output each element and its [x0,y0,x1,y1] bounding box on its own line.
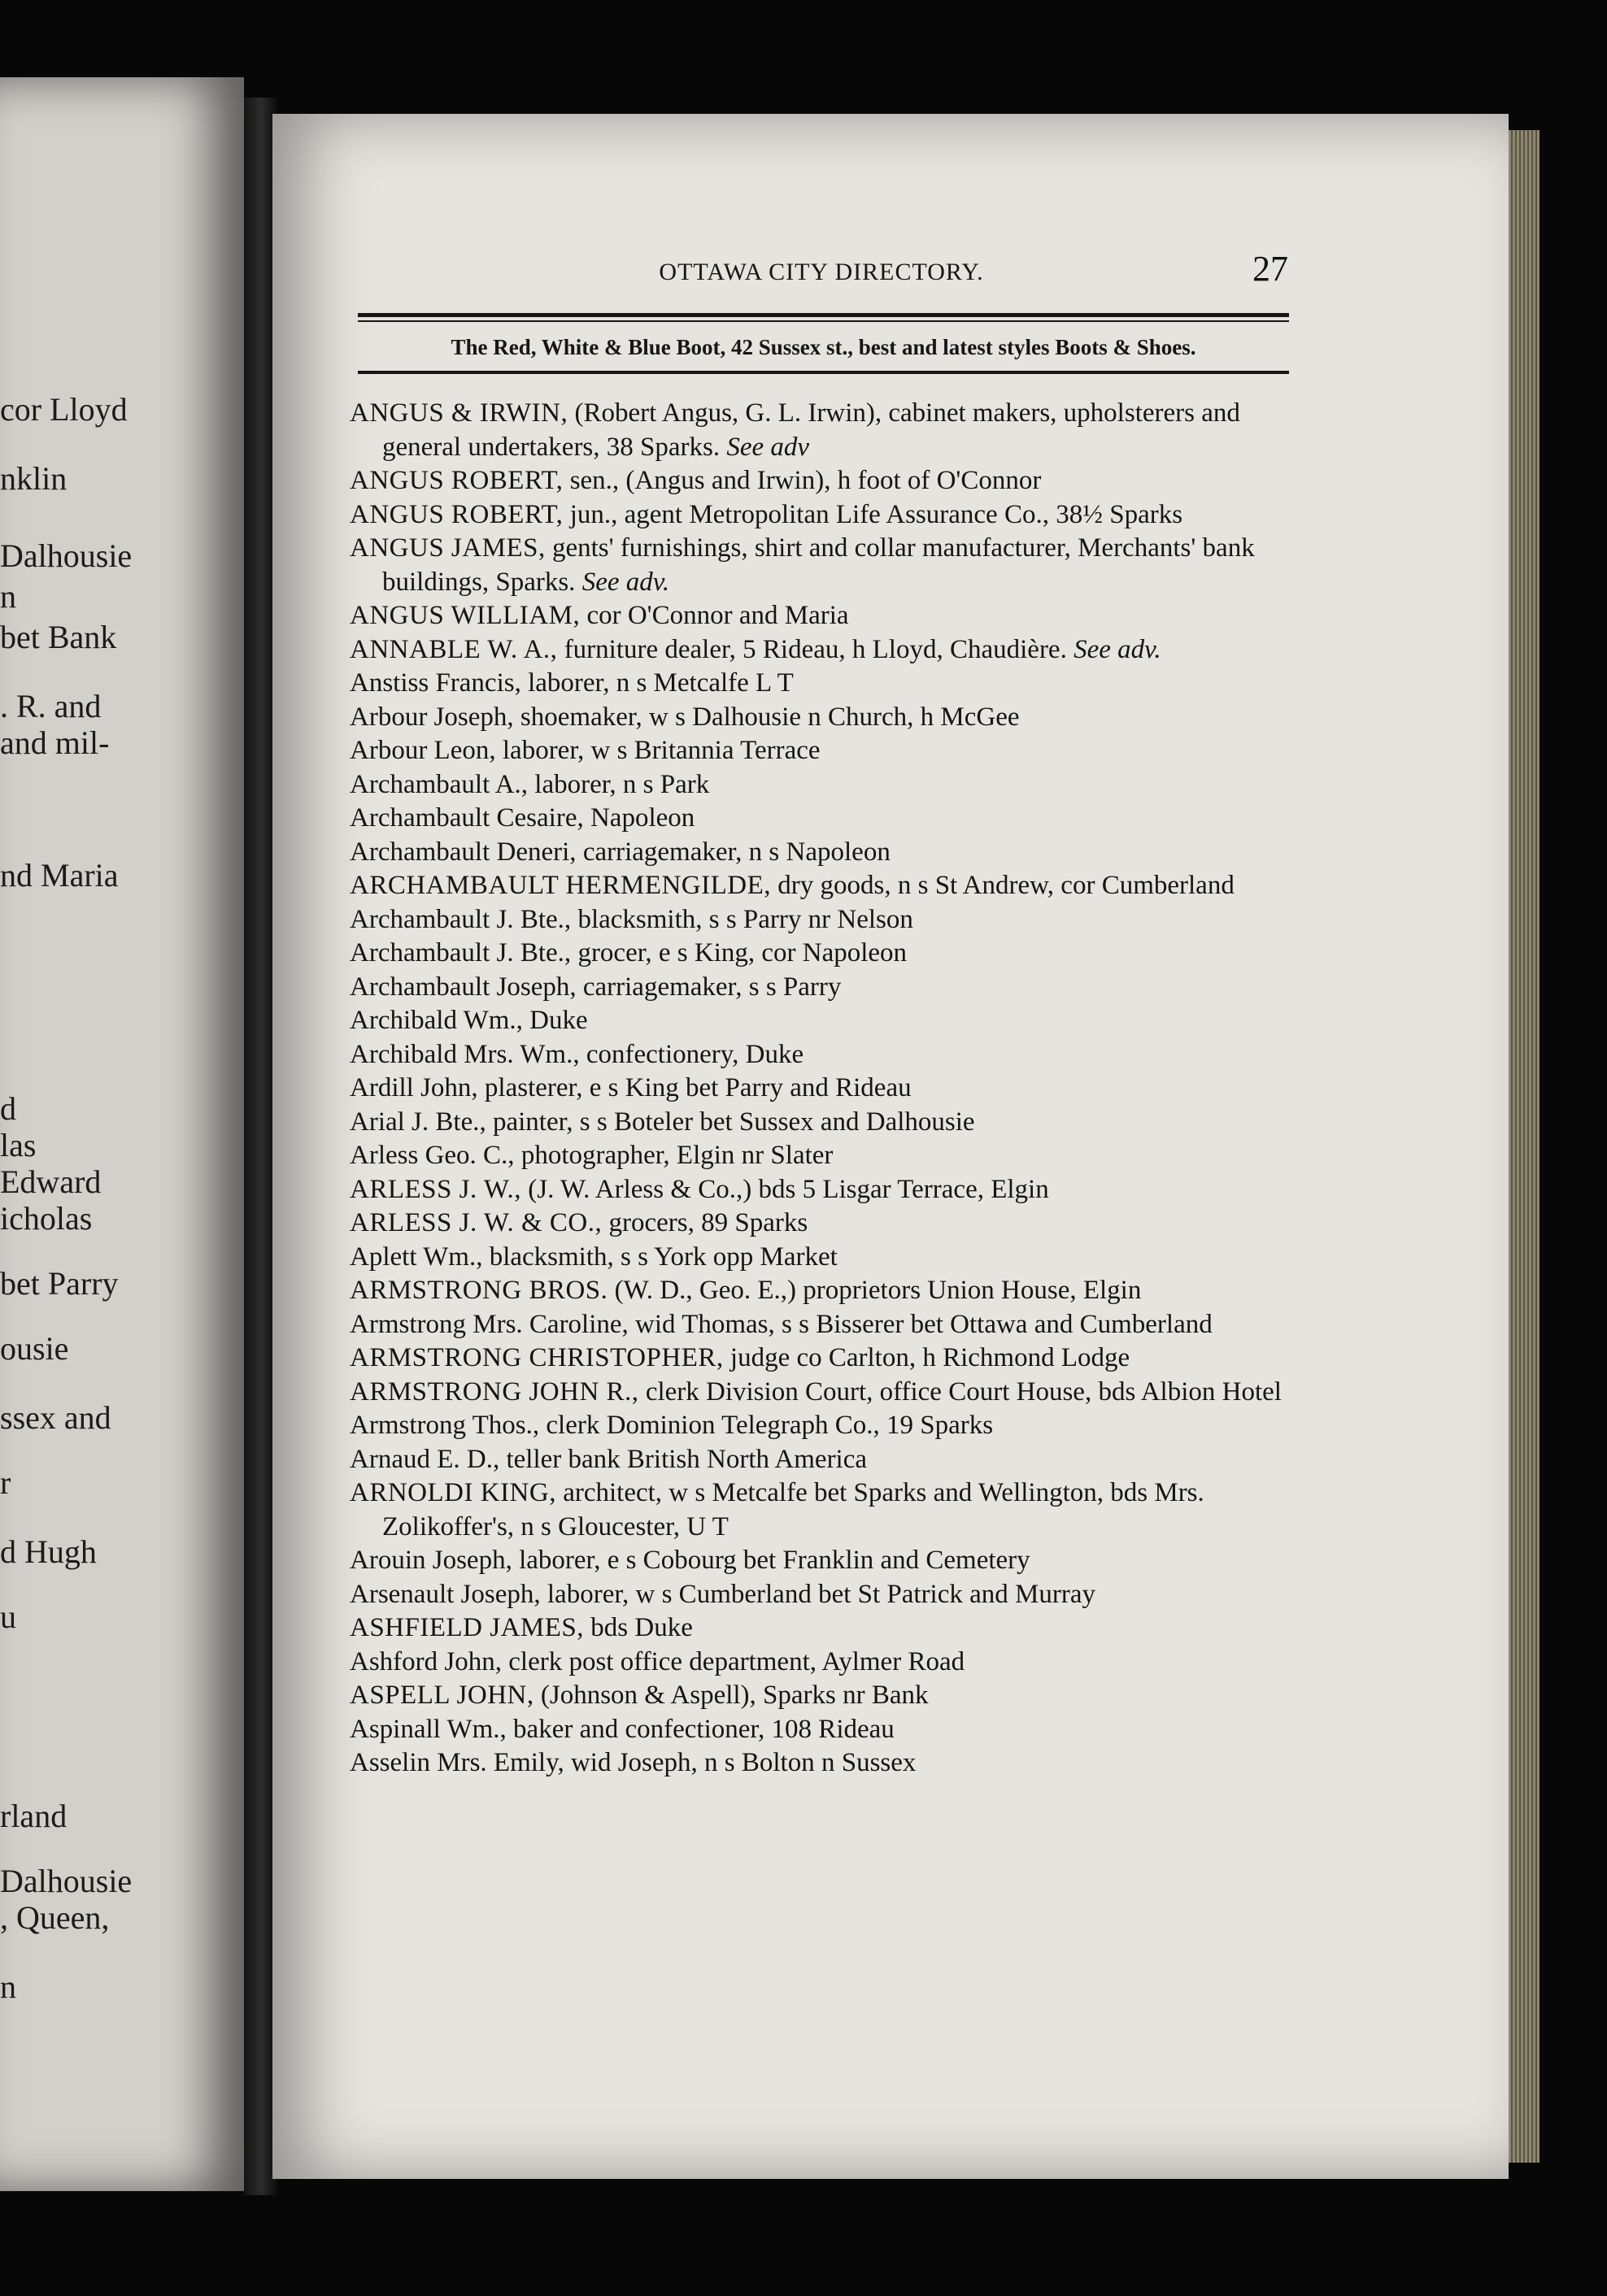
directory-entry [350,1342,1293,1376]
entry-name: ASPELL JOHN, [350,1681,534,1710]
left-page-fragment: rland [0,1798,68,1834]
entry-name: Ashford John, [350,1646,502,1676]
directory-entry [350,1376,1293,1410]
entry-details: blacksmith, s s Parry nr Nelson [571,904,913,934]
entry-name: ARMSTRONG JOHN R., [350,1376,639,1407]
directory-entry [350,1578,1293,1612]
directory-entry [350,599,1293,633]
directory-entry [350,667,1293,701]
entry-name: Arsenault Joseph, [350,1579,541,1609]
entry-details: grocers, 89 Sparks [602,1208,808,1237]
entry-details: bds Duke [584,1613,693,1642]
entry-name: ANGUS ROBERT, [350,499,564,529]
ad-banner: The Red, White & Blue Boot, 42 Sussex st., best and latest styles Boots & Shoes. [451,335,1196,359]
entry-details: clerk Division Court, office Court House, bds Albion Hotel [638,1376,1282,1407]
entry-name: ANGUS WILLIAM, [350,601,581,630]
entry-note: See adv. [1074,634,1161,664]
entry-name: Anstiss Francis, [350,668,521,698]
left-page-fragment: Edward [0,1163,102,1200]
left-page-fragment: u [0,1598,16,1635]
entry-name: ARMSTRONG CHRISTOPHER, [350,1343,724,1372]
entry-details: jun., agent Metropolitan Life Assurance Co., 38½ Sparks [563,499,1183,529]
directory-entry [350,1746,1293,1781]
entry-name: Armstrong Thos., [350,1411,540,1440]
entry-name: ARNOLDI KING, [350,1478,556,1507]
directory-entry [350,1106,1293,1140]
directory-entry [350,903,1293,937]
entry-name: Archambault Cesaire, [350,803,584,833]
directory-entry [350,768,1293,802]
entry-name: Arbour Joseph, [350,702,514,732]
entry-details: shoemaker, w s Dalhousie n Church, h McGee [513,702,1020,732]
banner-rule [358,371,1289,374]
directory-entry [350,1207,1293,1241]
left-page-fragment: las [0,1127,37,1163]
left-page-fragment: Dalhousie [0,1863,133,1899]
running-title: OTTAWA CITY DIRECTORY. [659,259,984,285]
entry-name: Asselin Mrs. Emily, [350,1748,564,1777]
left-page-fragment: bet Parry [0,1265,119,1302]
entry-name: Armstrong Mrs. Caroline, [350,1309,629,1339]
entry-details: blacksmith, s s York opp Market [482,1241,838,1272]
entry-name: ARMSTRONG BROS. [350,1276,608,1305]
directory-entry [350,1274,1293,1308]
entry-details: gents' furnishings, shirt and collar manufacturer, Merchants' bank buildings, Sparks. [382,533,1255,597]
entry-details: plasterer, e s King bet Parry and Rideau [477,1073,912,1102]
directory-entry [350,836,1293,870]
left-page-fragment: nd Maria [0,857,119,894]
entry-name: Archambault J. Bte., [350,938,572,968]
directory-entry [350,1038,1293,1072]
entry-name: ANGUS & IRWIN, [350,398,568,428]
entry-details: Duke [522,1006,588,1035]
directory-entry [350,1611,1293,1646]
header-rule [358,313,1289,317]
left-page-fragment: ousie [0,1330,69,1367]
directory-entry [350,701,1293,735]
page-number: 27 [1252,249,1288,289]
entry-name: Archibald Mrs. Wm., [350,1039,580,1069]
entry-details: teller bank British North America [499,1444,868,1474]
directory-entry [350,1072,1293,1106]
entry-details: carriagemaker, s s Parry [576,972,842,1002]
directory-entry [350,1241,1293,1275]
entry-details: furniture dealer, 5 Rideau, h Lloyd, Chaudière. [557,634,1067,664]
entry-name: Archambault Joseph, [350,972,577,1002]
entry-name: Archambault Deneri, [350,837,577,867]
page-edge [1509,130,1539,2163]
entry-name: ANNABLE W. A., [350,634,558,664]
entry-details: wid Joseph, n s Bolton n Sussex [564,1748,917,1777]
left-page-fragment: . R. and [0,688,102,724]
entry-note: See adv [726,432,810,462]
entry-details: dry goods, n s St Andrew, cor Cumberland [771,871,1235,900]
entry-name: Archambault A., [350,769,529,799]
entry-name: ARLESS J. W., [350,1174,521,1204]
left-page-fragment: icholas [0,1200,93,1237]
directory-entry [350,1476,1293,1544]
left-page-fragment: d Hugh [0,1533,97,1570]
left-page-fragment: cor Lloyd [0,391,128,428]
directory-entry [350,1409,1293,1443]
directory-entry [350,1679,1293,1713]
entry-details: baker and confectioner, 108 Rideau [506,1714,895,1744]
directory-entry [350,1139,1293,1173]
directory-entry [350,734,1293,768]
entry-details: clerk Dominion Telegraph Co., 19 Sparks [539,1411,994,1440]
entry-name: Ardill John, [350,1073,478,1102]
left-page [0,77,244,2191]
entry-name: Archambault J. Bte., [350,904,572,934]
entry-details: wid Thomas, s s Bisserer bet Ottawa and Cumberland [628,1309,1213,1339]
header-rule-thin [358,320,1289,322]
entry-details: photographer, Elgin nr Slater [514,1141,834,1170]
entry-details: laborer, n s Park [528,769,710,799]
left-page-fragment: r [0,1464,11,1501]
entry-details: (Robert Angus, G. L. Irwin), cabinet makers, upholsterers and general undertakers, 38 Sparks. [382,398,1240,462]
entry-name: ASHFIELD JAMES, [350,1613,585,1642]
directory-entry [350,532,1293,599]
entry-name: Aplett Wm., [350,1241,483,1272]
entry-details: (J. W. Arless & Co.,) bds 5 Lisgar Terrace, Elgin [520,1174,1049,1204]
entry-details: (Johnson & Aspell), Sparks nr Bank [533,1681,929,1710]
left-page-fragment: bet Bank [0,619,117,655]
entry-details: grocer, e s King, cor Napoleon [571,938,908,968]
directory-entry [350,1443,1293,1477]
entry-details: laborer, e s Cobourg bet Franklin and Cemetery [512,1546,1030,1575]
entry-details: clerk post office department, Aylmer Road [502,1646,965,1676]
entry-name: Arbour Leon, [350,736,496,765]
directory-entry [350,633,1293,667]
left-page-fragment: ssex and [0,1399,111,1436]
entry-name: ARCHAMBAULT HERMENGILDE, [350,871,772,900]
left-page-fragment: Dalhousie [0,537,133,574]
directory-entry [350,1173,1293,1207]
left-page-fragment: , Queen, [0,1899,110,1936]
entry-details: laborer, w s Britannia Terrace [495,736,821,765]
directory-entry [350,869,1293,903]
entry-details: cor O'Connor and Maria [580,601,849,630]
entry-details: sen., (Angus and Irwin), h foot of O'Connor [563,466,1042,495]
directory-entry [350,1646,1293,1680]
entry-details: judge co Carlton, h Richmond Lodge [723,1343,1130,1372]
entry-details: laborer, n s Metcalfe L T [520,668,794,698]
entry-name: Aspinall Wm., [350,1714,507,1744]
directory-entry [350,498,1293,533]
entry-name: Arial J. Bte., [350,1107,486,1137]
left-page-fragment: and mil- [0,724,110,761]
entry-name: ANGUS JAMES, [350,533,546,563]
entry-details: (W. D., Geo. E.,) proprietors Union House, Elgin [608,1276,1142,1305]
entry-name: Archibald Wm., [350,1006,523,1035]
directory-entry [350,1004,1293,1038]
directory-entry [350,464,1293,498]
entry-name: ANGUS ROBERT, [350,466,564,495]
entry-name: ARLESS J. W. & CO., [350,1208,603,1237]
entry-note: See adv. [581,567,670,597]
left-page-fragment: n [0,578,16,615]
left-page-fragment: nklin [0,460,68,497]
entry-details: laborer, w s Cumberland bet St Patrick and Murray [540,1579,1095,1609]
directory-entry [350,971,1293,1005]
left-page-fragment: n [0,1968,16,2005]
entry-name: Arless Geo. C., [350,1141,515,1170]
entry-details: confectionery, Duke [579,1039,804,1069]
entry-name: Arnaud E. D., [350,1444,500,1474]
directory-entry [350,1308,1293,1342]
entry-details: Napoleon [583,803,695,833]
directory-entry [350,1544,1293,1578]
directory-entry [350,1713,1293,1747]
directory-entry [350,397,1293,464]
directory-entry [350,802,1293,836]
entry-details: architect, w s Metcalfe bet Sparks and Wellington, bds Mrs. Zolikoffer's, n s Gloucester, U T [382,1478,1204,1542]
entry-name: Arouin Joseph, [350,1546,512,1575]
entry-details: carriagemaker, n s Napoleon [576,837,891,867]
directory-entries [350,397,1293,1781]
left-page-fragment: d [0,1090,16,1127]
directory-entry [350,937,1293,971]
entry-details: painter, s s Boteler bet Sussex and Dalhousie [486,1107,975,1137]
